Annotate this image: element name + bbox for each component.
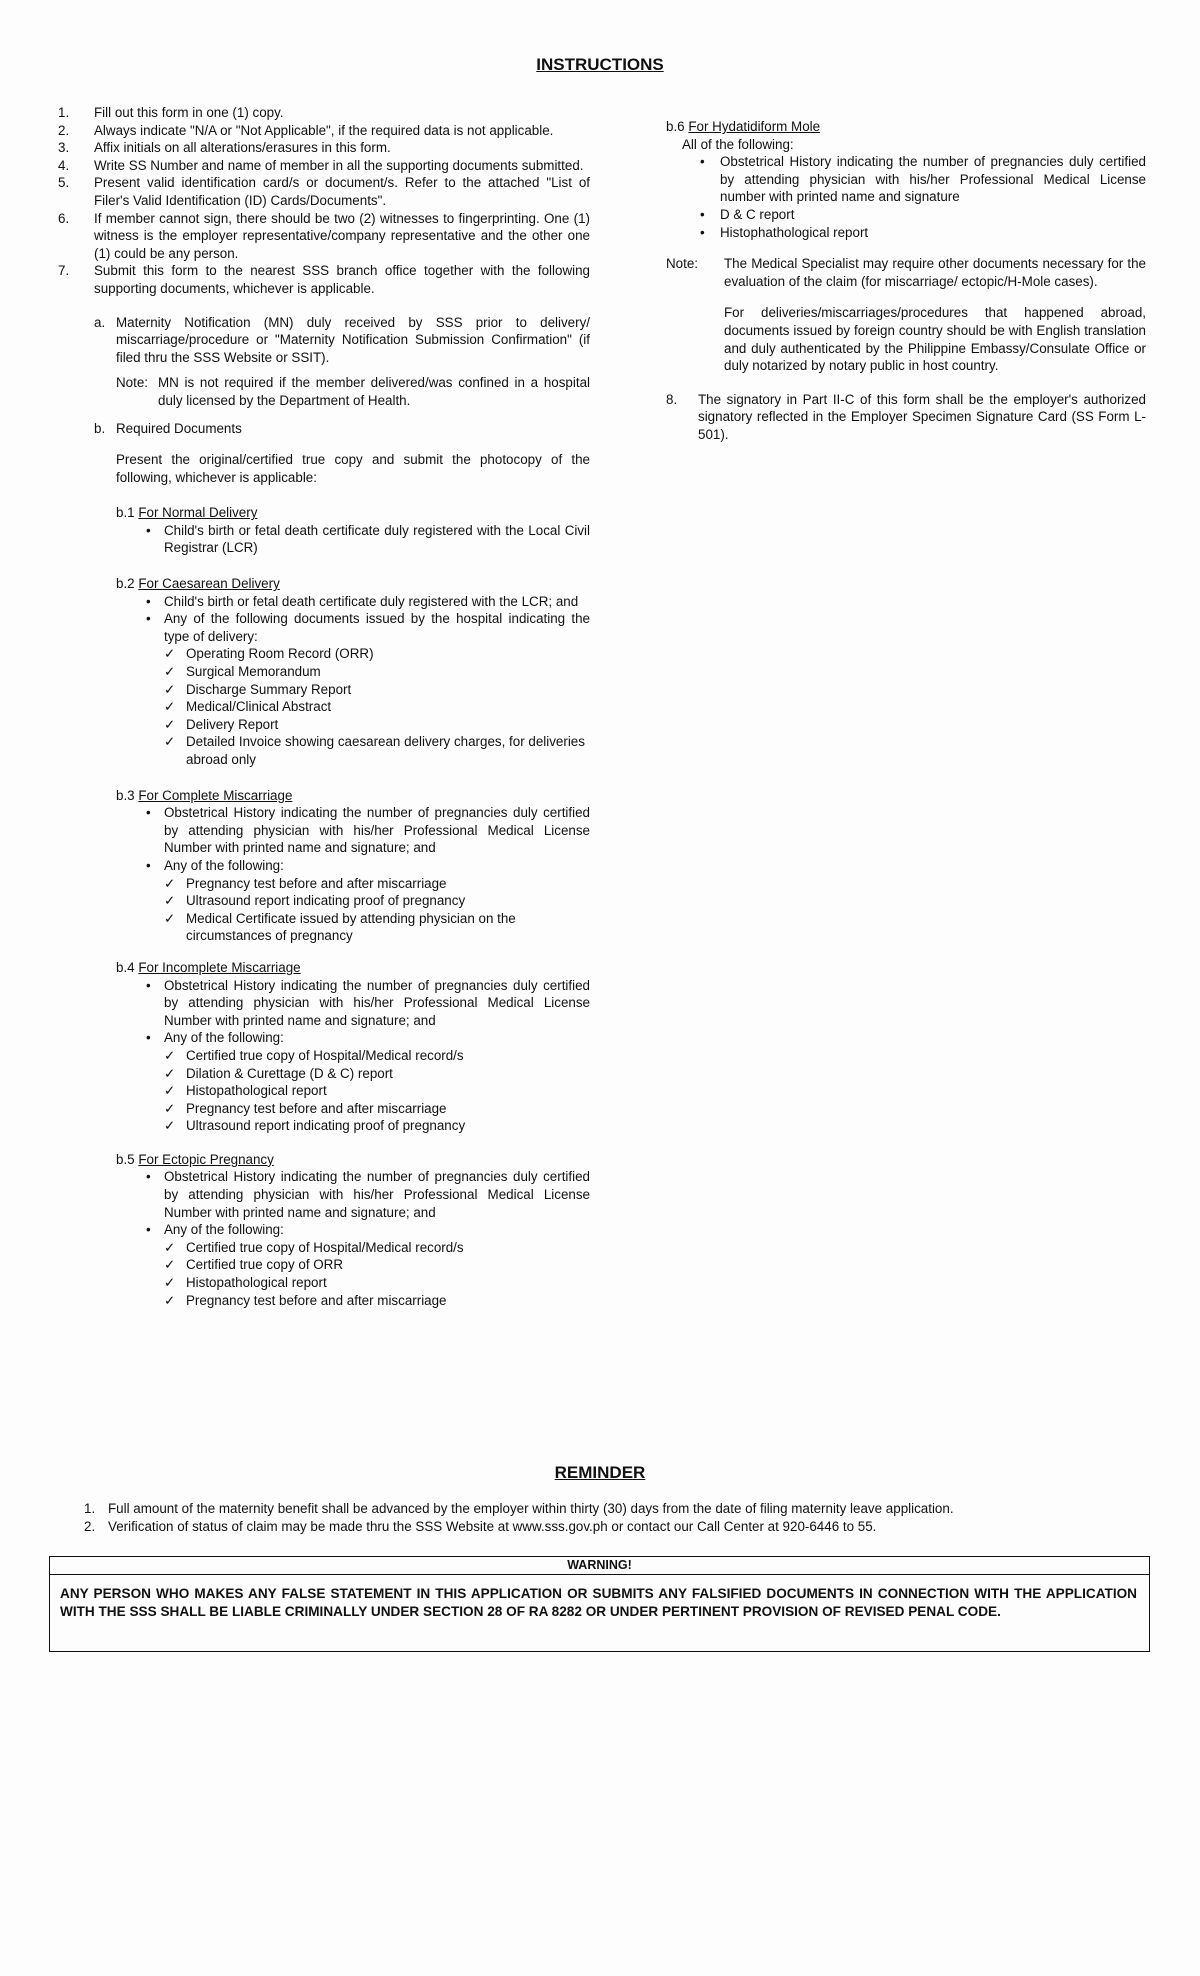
item-text: The signatory in Part II-C of this form shall be the employer's authorized signatory reflected in the Employer Specimen Signature Card (SS Form L-501).: [698, 391, 1146, 442]
bullet-icon: •: [146, 977, 151, 993]
instructions-right-column: [666, 118, 1146, 444]
item-number: 7.: [58, 263, 70, 279]
instruction-item-8: [666, 391, 1146, 444]
checkmark-icon: ✓: [164, 1257, 176, 1273]
bullet-icon: •: [700, 206, 705, 222]
item-number: 4.: [58, 157, 70, 173]
check-text: Certified true copy of Hospital/Medical record/s: [186, 1239, 464, 1255]
check-text: Medical Certificate issued by attending physician on the circumstances of pregnancy: [186, 910, 516, 944]
check-item: [164, 733, 590, 768]
check-text: Certified true copy of Hospital/Medical record/s: [186, 1047, 464, 1063]
note-label: Note:: [116, 375, 149, 391]
section-label: For Complete Miscarriage: [138, 787, 293, 803]
check-item: [164, 910, 590, 945]
bullet-icon: •: [146, 1030, 151, 1046]
check-item: [164, 1292, 590, 1310]
check-text: Histopathological report: [186, 1275, 327, 1291]
section-number: b.1: [116, 505, 135, 521]
section-number: b.6: [666, 119, 685, 134]
section-label: For Caesarean Delivery: [138, 576, 280, 592]
section-caesarean-delivery: [116, 575, 590, 593]
check-text: Delivery Report: [186, 716, 279, 732]
checkmark-icon: ✓: [164, 1275, 176, 1291]
item-number: 1.: [58, 105, 70, 120]
check-item: [164, 875, 590, 893]
bullet-text: Obstetrical History indicating the number of pregnancies duly certified by attending physician with his/her Professional Medical License number with printed name and signature: [720, 154, 1146, 205]
check-text: Operating Room Record (ORR): [186, 646, 374, 662]
checkmark-icon: ✓: [164, 1100, 176, 1116]
checkmark-icon: ✓: [164, 893, 176, 909]
instruction-item-1: [58, 104, 590, 122]
bullet-item: [146, 1168, 590, 1221]
section-complete-miscarriage: [116, 787, 590, 805]
item-text: Submit this form to the nearest SSS branch office together with the following supporting documents, whichever is applicable.: [94, 263, 590, 296]
instruction-item-4: [58, 157, 590, 175]
bullet-icon: •: [146, 1222, 151, 1238]
item-number: 2.: [58, 122, 70, 138]
instruction-item-5: [58, 174, 590, 209]
bullet-item: [700, 224, 1146, 242]
bullet-icon: •: [146, 1169, 151, 1185]
check-text: Discharge Summary Report: [186, 681, 352, 697]
item-text: Verification of status of claim may be made thru the SSS Website at www.sss.gov.ph or contact our Call Center at 920-6446 to 55.: [108, 1518, 877, 1534]
check-item: [164, 716, 590, 734]
bullet-item: [146, 1029, 590, 1047]
section-hydatidiform-mole: [666, 118, 1146, 136]
item-number: 5.: [58, 175, 70, 191]
bullet-item: [146, 857, 590, 875]
check-item: [164, 1047, 590, 1065]
note-label: Note:: [666, 256, 699, 272]
checkmark-icon: ✓: [164, 734, 176, 750]
item-number: 2.: [84, 1518, 96, 1534]
bullet-item: [146, 977, 590, 1030]
bullet-item: [146, 593, 590, 611]
bullet-icon: •: [146, 522, 151, 538]
bullet-text: Child's birth or fetal death certificate duly registered with the LCR; and: [164, 593, 579, 609]
bullet-item: [146, 522, 590, 557]
check-item: [164, 698, 590, 716]
check-text: Pregnancy test before and after miscarriage: [186, 1100, 447, 1116]
bullet-item: [146, 1221, 590, 1239]
check-text: Surgical Memorandum: [186, 664, 321, 680]
note-medical-specialist: [666, 255, 1146, 290]
section-number: b.5: [116, 1151, 135, 1167]
checkmark-icon: ✓: [164, 681, 176, 697]
reminder-list: [84, 1500, 1144, 1535]
check-item: [164, 645, 590, 663]
bullet-text: Any of the following:: [164, 1222, 284, 1238]
check-text: Ultrasound report indicating proof of pregnancy: [186, 893, 466, 909]
section-incomplete-miscarriage: [116, 959, 590, 977]
check-text: Medical/Clinical Abstract: [186, 699, 332, 715]
sub-item-text: Maternity Notification (MN) duly received by SSS prior to delivery/ miscarriage/procedure or "Maternity Notification Submission Confirmation" (if filed thru the SSS Website or SSIT).: [116, 314, 590, 365]
bullet-text: Obstetrical History indicating the number of pregnancies duly certified by attending physician with his/her Professional Medical License Number with printed name and signature; and: [164, 1169, 590, 1220]
sub-item-letter: a.: [94, 314, 106, 330]
check-item: [164, 663, 590, 681]
section-label: For Hydatidiform Mole: [688, 119, 821, 134]
reminder-item: [84, 1500, 1144, 1518]
checkmark-icon: ✓: [164, 664, 176, 680]
check-text: Detailed Invoice showing caesarean delivery charges, for deliveries abroad only: [186, 734, 585, 767]
checkmark-icon: ✓: [164, 1239, 176, 1255]
present-instruction: Present the original/certified true copy and submit the photocopy of the following, whichever is applicable:: [116, 452, 590, 485]
item-text: Affix initials on all alterations/erasures in this form.: [94, 140, 391, 156]
section-number: b.4: [116, 959, 135, 975]
bullet-icon: •: [146, 593, 151, 609]
check-text: Dilation & Curettage (D & C) report: [186, 1065, 393, 1081]
checkmark-icon: ✓: [164, 1292, 176, 1308]
bullet-text: Obstetrical History indicating the number of pregnancies duly certified by attending physician with his/her Professional Medical License Number with printed name and signature; and: [164, 977, 590, 1028]
check-item: [164, 1256, 590, 1274]
check-text: Ultrasound report indicating proof of pregnancy: [186, 1118, 466, 1134]
bullet-item: [700, 206, 1146, 224]
item-text: Fill out this form in one (1) copy.: [94, 105, 284, 120]
warning-text: ANY PERSON WHO MAKES ANY FALSE STATEMENT IN THIS APPLICATION OR SUBMITS ANY FALSIFIED DOCUMENTS IN CONNECTION WITH THE APPLICATION WITH THE SSS SHALL BE LIABLE CRIMINALLY UNDER SECTION 28 OF RA 8282 OR UNDER PERTINENT PROVISION OF REVISED PENAL CODE.: [60, 1586, 1137, 1619]
warning-title: WARNING!: [50, 1557, 1149, 1575]
section-label: For Normal Delivery: [138, 505, 258, 521]
bullet-icon: •: [146, 805, 151, 821]
bullet-icon: •: [700, 154, 705, 170]
sub-item-letter: b.: [94, 420, 106, 436]
reminder-title: REMINDER: [554, 1463, 646, 1482]
sub-item-text: Required Documents: [116, 420, 242, 436]
item-text: If member cannot sign, there should be two (2) witnesses to fingerprinting. One (1) witness is the employer representative/company representative and the other one (1) could be any person.: [94, 210, 590, 261]
section-normal-delivery: [116, 504, 590, 522]
check-item: [164, 1100, 590, 1118]
instructions-left-column: [58, 104, 590, 1309]
bullet-item: [700, 153, 1146, 206]
checkmark-icon: ✓: [164, 1083, 176, 1099]
warning-box: [49, 1556, 1150, 1652]
check-text: Pregnancy test before and after miscarriage: [186, 875, 447, 891]
page-title: INSTRUCTIONS: [536, 55, 664, 74]
sub-item-a: [94, 314, 590, 367]
checkmark-icon: ✓: [164, 1118, 176, 1134]
check-item: [164, 681, 590, 699]
item-number: 6.: [58, 210, 70, 226]
bullet-text: Any of the following documents issued by the hospital indicating the type of delivery:: [164, 611, 590, 644]
section-number: b.2: [116, 576, 135, 592]
bullet-item: [146, 610, 590, 645]
checkmark-icon: ✓: [164, 875, 176, 891]
item-text: Present valid identification card/s or document/s. Refer to the attached "List of Filer's Valid Identification (ID) Cards/Documents".: [94, 175, 590, 208]
bullet-text: Child's birth or fetal death certificate duly registered with the Local Civil Registrar (LCR): [164, 522, 590, 556]
bullet-item: [146, 804, 590, 857]
checkmark-icon: ✓: [164, 1047, 176, 1063]
bullet-text: D & C report: [720, 206, 795, 222]
note-text: The Medical Specialist may require other documents necessary for the evaluation of the claim (for miscarriage/ ectopic/H-Mole cases).: [724, 256, 1146, 289]
instruction-item-2: [58, 122, 590, 140]
item-text: Always indicate "N/A or "Not Applicable", if the required data is not applicable.: [94, 122, 554, 138]
bullet-text: Obstetrical History indicating the number of pregnancies duly certified by attending physician with his/her Professional Medical License Number with printed name and signature; and: [164, 805, 590, 856]
section-ectopic-pregnancy: [116, 1151, 590, 1169]
note-text: MN is not required if the member delivered/was confined in a hospital duly licensed by the Department of Health.: [158, 375, 590, 408]
check-text: Certified true copy of ORR: [186, 1257, 344, 1273]
bullet-text: Histophathological report: [720, 224, 869, 240]
note-abroad: For deliveries/miscarriages/procedures that happened abroad, documents issued by foreign country should be with English translation and duly authenticated by the Philippine Embassy/Consulate Office or duly notarized by notary public in host country.: [724, 305, 1146, 374]
instruction-item-3: [58, 139, 590, 157]
item-number: 8.: [666, 391, 678, 407]
bullet-icon: •: [146, 611, 151, 627]
section-label: For Ectopic Pregnancy: [138, 1151, 274, 1167]
check-item: [164, 1065, 590, 1083]
reminder-item: [84, 1518, 1144, 1536]
check-text: Histopathological report: [186, 1083, 327, 1099]
check-item: [164, 1117, 590, 1135]
check-item: [164, 1239, 590, 1257]
checkmark-icon: ✓: [164, 1065, 176, 1081]
check-item: [164, 892, 590, 910]
checkmark-icon: ✓: [164, 699, 176, 715]
bullet-icon: •: [146, 857, 151, 873]
checkmark-icon: ✓: [164, 646, 176, 662]
bullet-text: Any of the following:: [164, 1030, 284, 1046]
check-text: Pregnancy test before and after miscarriage: [186, 1292, 447, 1308]
instruction-item-7: [58, 262, 590, 297]
instruction-item-6: [58, 210, 590, 263]
bullet-text: Any of the following:: [164, 857, 284, 873]
sub-item-b: [94, 420, 590, 438]
check-item: [164, 1082, 590, 1100]
section-number: b.3: [116, 787, 135, 803]
item-text: Write SS Number and name of member in all the supporting documents submitted.: [94, 157, 584, 173]
note-a: [116, 374, 590, 409]
checkmark-icon: ✓: [164, 910, 176, 926]
item-text: Full amount of the maternity benefit shall be advanced by the employer within thirty (30) days from the date of filing maternity leave application.: [108, 1501, 954, 1516]
section-intro: All of the following:: [682, 136, 794, 152]
section-label: For Incomplete Miscarriage: [138, 959, 301, 975]
item-number: 1.: [84, 1501, 96, 1516]
bullet-icon: •: [700, 224, 705, 240]
check-item: [164, 1274, 590, 1292]
item-number: 3.: [58, 140, 70, 156]
checkmark-icon: ✓: [164, 716, 176, 732]
